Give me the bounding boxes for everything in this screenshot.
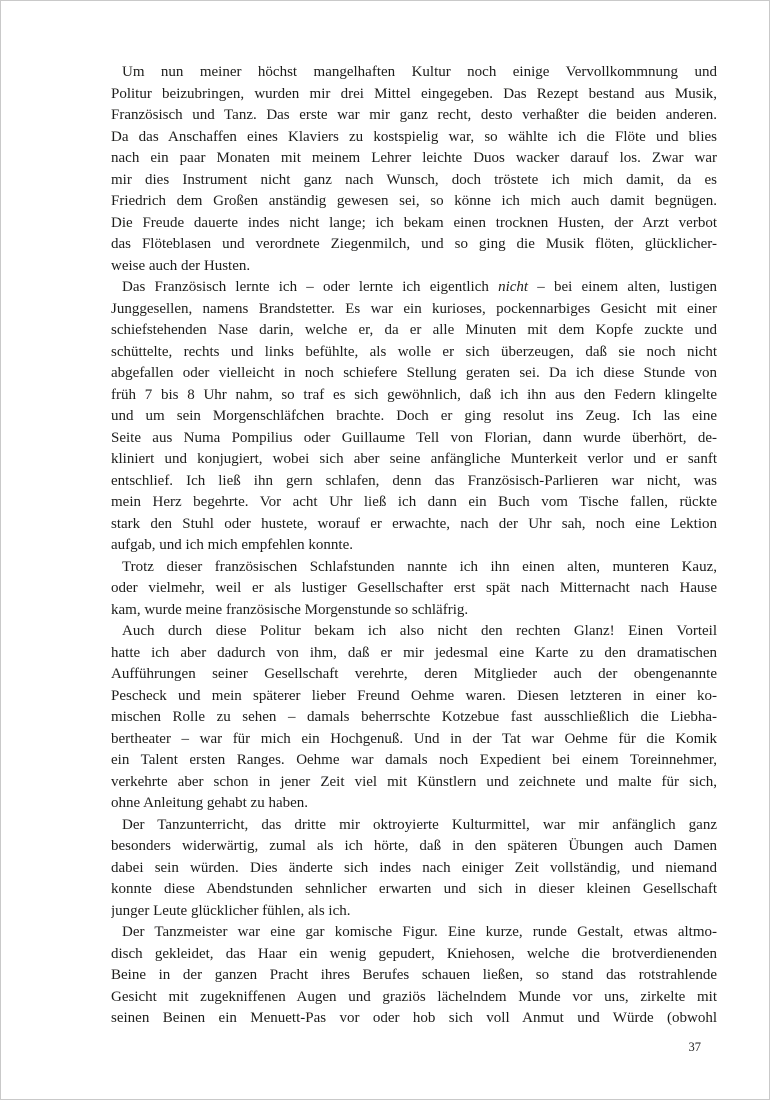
text-segment: Politur beizubringen, wurden mir drei Mittel eingegeben. Das Rezept bestand aus Musik, [111, 85, 717, 102]
paragraph [111, 815, 717, 923]
text-segment: stark den Stuhl oder hustete, worauf er erwachte, nach der Uhr sah, noch eine Lektion [111, 515, 717, 532]
text-line [111, 965, 717, 987]
text-line [111, 772, 717, 794]
text-segment: Beine in der ganzen Pracht ihres Berufes schauen ließen, so stand das rotstrahlende [111, 967, 717, 983]
text-segment: Trotz dieser französischen Schlafstunden nannte ich ihn einen alten, munteren Kauz, [122, 558, 717, 575]
text-line [111, 191, 717, 213]
text-line [111, 944, 717, 966]
text-segment: ein Talent ersten Ranges. Oehme war damals noch Expedient bei einem Toreinnehmer, [111, 752, 717, 768]
text-segment: disch gekleidet, das Haar ein wenig gepudert, Kniehosen, welche die brotverdienenden [111, 945, 717, 962]
text-line [111, 449, 717, 471]
text-segment: früh 7 bis 8 Uhr nahm, so traf es sich gewöhnlich, daß ich ihn aus den Federn klingelte [111, 386, 717, 403]
text-segment: Friedrich dem Großen anständig gewesen sei, so könne ich mich auch damit begnügen. [111, 193, 717, 209]
text-segment: besonders widerwärtig, zumal als ich hörte, daß in den späteren Übungen auch Damen [111, 838, 717, 854]
text-segment: schiefstehenden Nase darin, welche er, da er alle Minuten mit dem Kopfe zuckte und [111, 322, 717, 338]
text-line [111, 815, 717, 837]
text-segment: junger Leute glücklicher fühlen, als ich. [111, 902, 351, 919]
text-segment: mein Herz begehrte. Vor acht Uhr ließ ich dann ein Buch vom Tische fallen, rückte [111, 494, 717, 510]
page-number: 37 [688, 1040, 701, 1054]
text-line [111, 901, 717, 923]
text-segment: mischen Rolle zu sehen – damals beherrschte Kotzebue fast ausschließlich die Liebha- [111, 709, 717, 725]
text-line [111, 234, 717, 256]
text-line [111, 84, 717, 106]
text-line [111, 621, 717, 643]
text-line [111, 750, 717, 772]
text-segment: bertheater – war für mich ein Hochgenuß. Und in der Tat war Oehme für die Komik [111, 730, 717, 747]
text-line [111, 148, 717, 170]
text-segment: Seite aus Numa Pompilius oder Guillaume Tell von Florian, dann wurde überhört, de- [111, 429, 717, 446]
text-segment: ohne Anleitung gehabt zu haben. [111, 795, 309, 811]
text-line [111, 320, 717, 342]
text-line [111, 170, 717, 192]
text-segment: konnte diese Abendstunden sehnlicher erwarten und sich in dieser kleinen Gesellschaft [111, 881, 717, 897]
text-segment: nach ein paar Monaten mit meinem Lehrer leichte Duos wacker darauf los. Zwar war [111, 150, 717, 166]
text-segment: und um sein Morgenschläfchen brachte. Doch er ging resolut ins Zeug. Ich las eine [111, 408, 717, 424]
text-line [111, 858, 717, 880]
text-segment: Auch durch diese Politur bekam ich also nicht den rechten Glanz! Einen Vorteil [122, 623, 717, 639]
text-segment: schüttelte, rechts und links befühlte, als wolle er sich überzeugen, daß sie noch nicht [111, 343, 717, 360]
text-segment: hatte ich aber dadurch von ihm, daß er mir jedesmal eine Karte zu den dramatischen [111, 644, 717, 661]
text-line [111, 299, 717, 321]
text-line [111, 385, 717, 407]
text-line [111, 707, 717, 729]
text-line [111, 879, 717, 901]
text-line [111, 342, 717, 364]
text-line [111, 428, 717, 450]
text-segment: Der Tanzunterricht, das dritte mir oktroyierte Kulturmittel, war mir anfänglich ganz [122, 816, 717, 833]
text-line [111, 213, 717, 235]
text-segment: Da das Anschaffen eines Klaviers zu kostspielig war, so wählte ich die Flöte und blies [111, 128, 717, 145]
text-line [111, 686, 717, 708]
text-segment: dabei sein würden. Dies änderte sich indes nach einiger Zeit vollständig, und niemand [111, 859, 717, 876]
text-line [111, 578, 717, 600]
text-segment: Um nun meiner höchst mangelhaften Kultur noch einige Vervollkommnung und [122, 64, 717, 80]
text-line [111, 1008, 717, 1030]
text-segment: verkehrte aber schon in jener Zeit viel mit Künstlern und zeichnete und malte für sich, [111, 773, 717, 790]
text-line [111, 406, 717, 428]
italic-text: nicht [498, 279, 529, 295]
text-line [111, 664, 717, 686]
text-line [111, 277, 717, 299]
paragraph [111, 621, 717, 815]
text-segment: abgefallen oder vielleicht in noch schiefere Stellung geraten sei. Da ich diese Stunde von [111, 365, 717, 381]
text-segment: weise auch der Husten. [111, 257, 251, 274]
paragraph [111, 277, 717, 557]
text-line [111, 987, 717, 1009]
text-line [111, 793, 717, 815]
text-line [111, 836, 717, 858]
text-line [111, 127, 717, 149]
paragraph [111, 557, 717, 622]
text-segment: oder vielmehr, weil er als lustiger Gesellschafter erst spät nach Mitternacht nach Hause [111, 580, 717, 596]
text-segment: Französisch und Tanz. Das erste war mir ganz recht, desto verhaßter die beiden anderen. [111, 107, 717, 123]
text-segment: Die Freude dauerte indes nicht lange; ich bekam einen trocknen Husten, der Arzt verbot [111, 214, 717, 231]
text-segment: seinen Beinen ein Menuett-Pas vor oder hob sich voll Anmut und Würde (obwohl [111, 1010, 717, 1026]
text-segment: kliniert und konjugiert, wobei sich aber seine anfängliche Munterkeit verlor und er sanft [111, 451, 717, 467]
text-segment: kam, wurde meine französische Morgenstunde so schläfrig. [111, 601, 469, 618]
text-line [111, 643, 717, 665]
text-segment: Pescheck und mein späterer lieber Freund Oehme waren. Diesen letzteren in einer ko- [111, 687, 717, 704]
text-segment: Gesicht mit zugekniffenen Augen und graziös lächelndem Munde vor uns, zirkelte mit [111, 988, 717, 1005]
text-segment: mir dies Instrument nicht ganz nach Wunsch, doch tröstete ich mich damit, da es [111, 171, 717, 188]
text-segment: Aufführungen seiner Gesellschaft verehrte, deren Mitglieder auch der obengenannte [111, 666, 717, 682]
text-segment: – bei einem alten, lustigen [528, 279, 717, 295]
text-line [111, 363, 717, 385]
text-line [111, 600, 717, 622]
text-line [111, 729, 717, 751]
text-line [111, 557, 717, 579]
text-segment: Junggesellen, namens Brandstetter. Es war ein kurioses, pockennarbiges Gesicht mit einer [111, 300, 717, 317]
text-line [111, 922, 717, 944]
text-line [111, 62, 717, 84]
text-segment: aufgab, und ich mich empfehlen konnte. [111, 537, 354, 553]
text-segment: Das Französisch lernte ich – oder lernte ich eigentlich [122, 279, 499, 295]
paragraph [111, 62, 717, 277]
text-line [111, 492, 717, 514]
text-line [111, 471, 717, 493]
text-block [111, 62, 717, 1030]
text-segment: Der Tanzmeister war eine gar komische Figur. Eine kurze, runde Gestalt, etwas altmo- [122, 924, 717, 940]
paragraph [111, 922, 717, 1030]
text-line [111, 514, 717, 536]
text-segment: das Flöteblasen und verordnete Ziegenmilch, und so ging die Musik flöten, glücklicher- [111, 236, 717, 252]
text-line [111, 256, 717, 278]
text-line [111, 105, 717, 127]
text-segment: entschlief. Ich ließ ihn gern schlafen, denn das Französisch-Parlieren war nicht, was [111, 472, 717, 489]
text-line [111, 535, 717, 557]
